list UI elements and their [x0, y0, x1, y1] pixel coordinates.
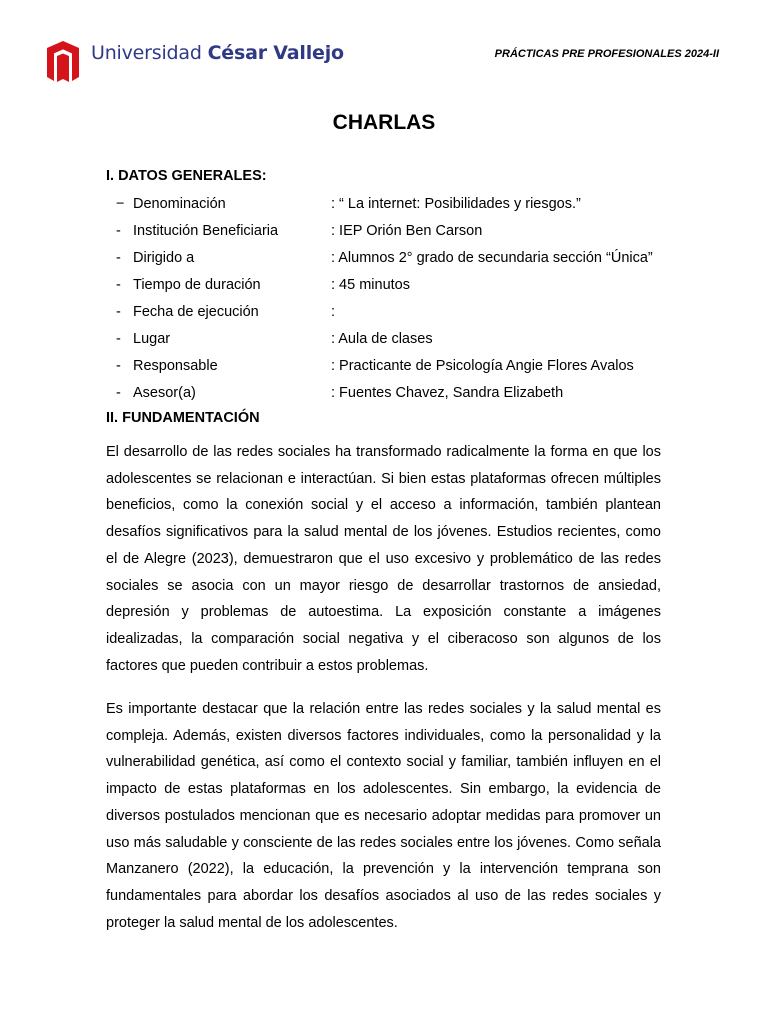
- university-name: [91, 42, 344, 64]
- list-bullet: -: [116, 358, 121, 374]
- row-label: Dirigido a: [133, 250, 195, 266]
- university-name-prefix: Universidad: [91, 42, 208, 64]
- row-label: Denominación: [133, 196, 226, 212]
- list-bullet: -: [116, 331, 121, 347]
- paragraph: El desarrollo de las redes sociales ha transformado radicalmente la forma en que los adolescentes se relacionan e interactúan. Si bien estas plataformas ofrecen múltiples beneficios, como la conexión social y el acceso a información, también plantean desafíos significativos para la salud mental de los jóvenes. Estudios recientes, como el de Alegre (2023), demuestraron que el uso excesivo y problemático de las redes sociales se asocia con un mayor riesgo de desarrollar trastornos de ansiedad, depresión y problemas de autoestima. La exposición constante a imágenes idealizadas, la comparación social negativa y el ciberacoso son algunos de los factores que pueden contribuir a estos problemas.: [106, 444, 661, 674]
- row-value: : “ La internet: Posibilidades y riesgos.”: [331, 196, 581, 212]
- list-item: [106, 194, 686, 221]
- list-bullet: -: [116, 250, 121, 266]
- list-bullet: -: [116, 385, 121, 401]
- row-value: : Practicante de Psicología Angie Flores Avalos: [331, 358, 634, 374]
- row-label: Asesor(a): [133, 385, 196, 401]
- list-bullet: -: [116, 223, 121, 239]
- list-item: [106, 383, 686, 410]
- row-value: :: [331, 304, 336, 320]
- list-bullet: −: [116, 196, 125, 212]
- row-value: : Fuentes Chavez, Sandra Elizabeth: [331, 385, 564, 401]
- list-item: [106, 248, 686, 275]
- row-label: Institución Beneficiaria: [133, 223, 279, 239]
- row-value: : Alumnos 2° grado de secundaria sección “Única”: [331, 250, 653, 266]
- row-value: : IEP Orión Ben Carson: [331, 223, 483, 239]
- row-value: : 45 minutos: [331, 277, 410, 293]
- paragraph: Es importante destacar que la relación entre las redes sociales y la salud mental es compleja. Además, existen diversos factores individuales, como la personalidad y la vulnerabilidad genética, así como el contexto social y familiar, también influyen en el impacto de estas plataformas en los adolescentes. Sin embargo, la evidencia de diversos postulados mencionan que es necesario adoptar medidas para promover un uso más saludable y consciente de las redes sociales entre los jóvenes. Como señala Manzanero (2022), la educación, la prevención y la intervención temprana son fundamentales para abordar los desafíos asociados al uso de las redes sociales y proteger la salud mental de los adolescentes.: [106, 701, 661, 931]
- row-label: Fecha de ejecución: [133, 304, 259, 320]
- university-logo: [46, 40, 80, 82]
- document-title: CHARLAS: [332, 111, 436, 134]
- row-label: Lugar: [133, 331, 171, 347]
- list-item: [106, 275, 686, 302]
- practicas-label: PRÁCTICAS PRE PROFESIONALES 2024-II: [494, 48, 719, 60]
- list-item: [106, 356, 686, 383]
- section-heading-datos-generales: I. DATOS GENERALES:: [106, 168, 267, 184]
- list-item: [106, 302, 686, 329]
- list-item: [106, 221, 686, 248]
- general-data-list: [106, 194, 686, 410]
- row-label: Tiempo de duración: [133, 277, 261, 293]
- list-bullet: -: [116, 277, 121, 293]
- page-header: [0, 0, 768, 100]
- section-heading-fundamentacion: II. FUNDAMENTACIÓN: [106, 410, 260, 426]
- row-value: : Aula de clases: [331, 331, 433, 347]
- row-label: Responsable: [133, 358, 218, 374]
- list-item: [106, 329, 686, 356]
- university-name-bold: César Vallejo: [207, 42, 344, 64]
- list-bullet: -: [116, 304, 121, 320]
